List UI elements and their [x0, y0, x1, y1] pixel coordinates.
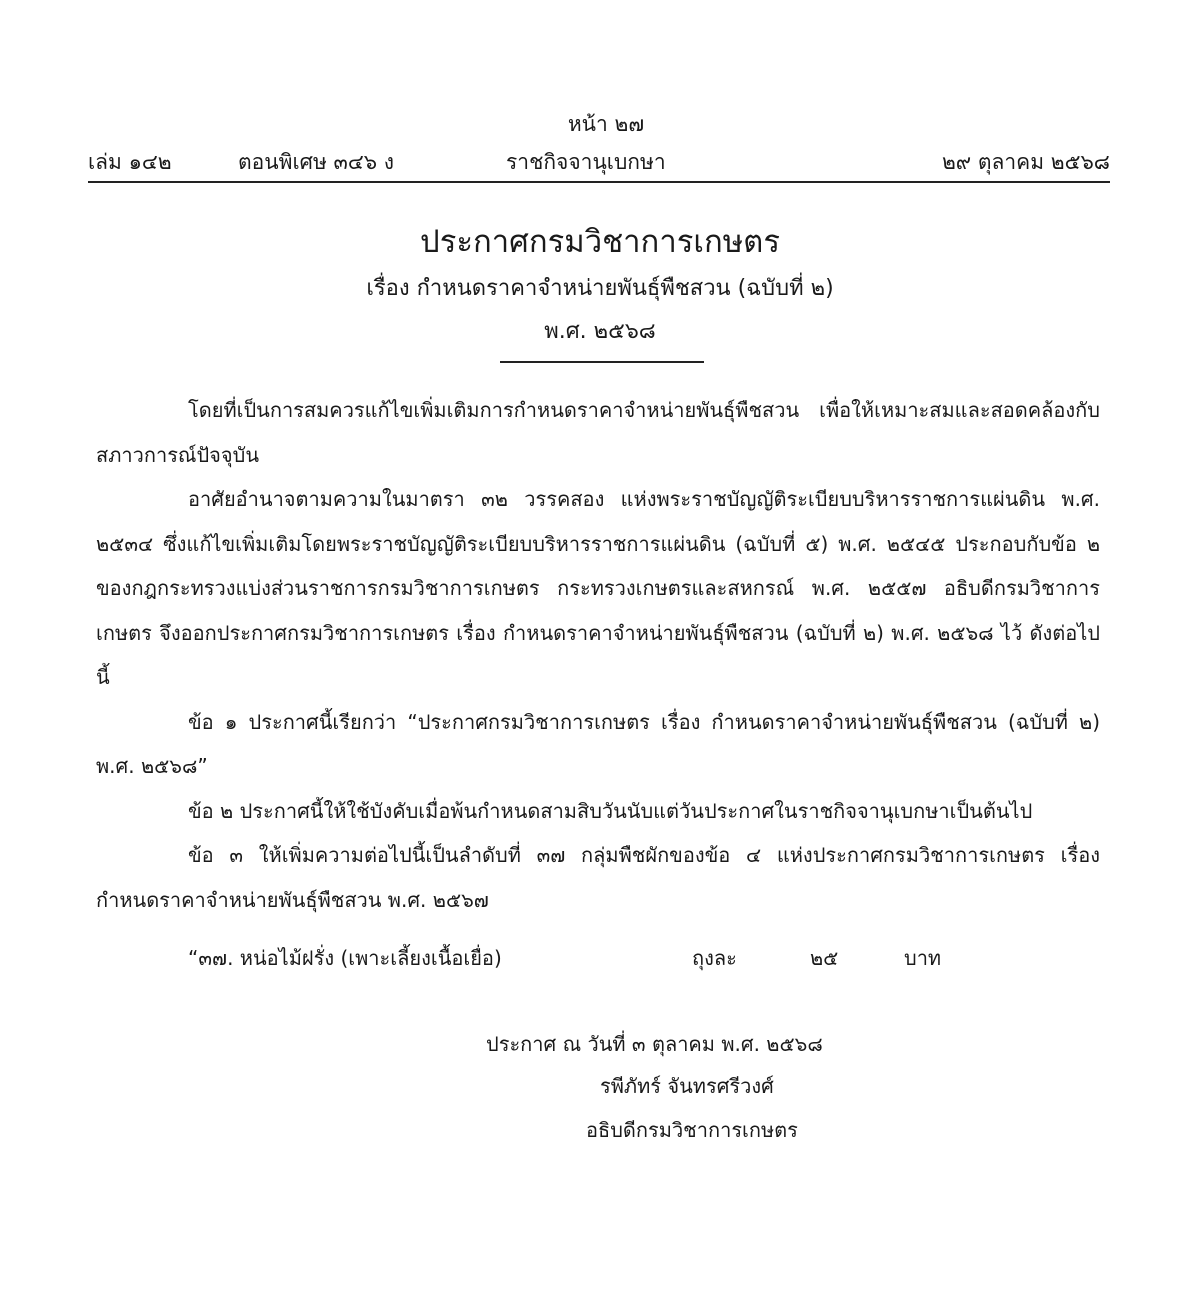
- item-unit: ถุงละ: [692, 946, 737, 970]
- page-number: หน้า ๒๗: [567, 112, 645, 136]
- announcement-body: [96, 388, 1100, 922]
- signatory-name: รพีภัทร์ จันทรศรีวงศ์: [600, 1074, 774, 1098]
- preamble-paragraph: โดยที่เป็นการสมควรแก้ไขเพิ่มเติมการกำหนดราคาจำหน่ายพันธุ์พืชสวน เพื่อให้เหมาะสมและสอดคล้องกับสภาวการณ์ปัจจุบัน: [96, 398, 1100, 467]
- announcement-year: พ.ศ. ๒๕๖๘: [544, 319, 656, 344]
- item-currency: บาท: [904, 946, 942, 970]
- announcement-subject: เรื่อง กำหนดราคาจำหน่ายพันธุ์พืชสวน (ฉบับที่ ๒): [366, 276, 834, 301]
- header-divider: [88, 181, 1110, 183]
- gazette-header: [88, 146, 1110, 178]
- announcement-title: ประกาศกรมวิชาการเกษตร: [420, 224, 780, 260]
- item-price: ๒๕: [810, 946, 839, 970]
- clause-3: ข้อ ๓ ให้เพิ่มความต่อไปนี้เป็นลำดับที่ ๓๗ กลุ่มพืชผักของข้อ ๔ แห่งประกาศกรมวิชาการเกษตร เรื่อง กำหนดราคาจำหน่ายพันธุ์พืชสวน พ.ศ. ๒๕๖๗: [96, 843, 1100, 912]
- gazette-name: ราชกิจจานุเบกษา: [506, 150, 666, 174]
- clause-2: ข้อ ๒ ประกาศนี้ให้ใช้บังคับเมื่อพ้นกำหนดสามสิบวันนับแต่วันประกาศในราชกิจจานุเบกษาเป็นต้นไป: [188, 798, 1033, 823]
- authority-paragraph: อาศัยอำนาจตามความในมาตรา ๓๒ วรรคสอง แห่งพระราชบัญญัติระเบียบบริหารราชการแผ่นดิน พ.ศ. ๒๕๓๔ ซึ่งแก้ไขเพิ่มเติมโดยพระราชบัญญัติระเบียบบริหารราชการแผ่นดิน (ฉบับที่ ๕) พ.ศ. ๒๕๔๕ ประกอบกับข้อ ๒ ของกฎกระทรวงแบ่งส่วนราชการกรมวิชาการเกษตร กระทรวงเกษตรและสหกรณ์ พ.ศ. ๒๕๕๗ อธิบดีกรมวิชาการเกษตร จึงออกประกาศกรมวิชาการเกษตร เรื่อง กำหนดราคาจำหน่ายพันธุ์พืชสวน (ฉบับที่ ๒) พ.ศ. ๒๕๖๘ ไว้ ดังต่อไปนี้: [96, 487, 1100, 689]
- signing-date: ประกาศ ณ วันที่ ๓ ตุลาคม พ.ศ. ๒๕๖๘: [486, 1032, 823, 1056]
- item-name: “๓๗. หน่อไม้ฝรั่ง (เพาะเลี้ยงเนื้อเยื่อ): [188, 946, 502, 970]
- price-item-line: [188, 942, 988, 976]
- gazette-date: ๒๙ ตุลาคม ๒๕๖๘: [941, 150, 1110, 174]
- title-divider: [500, 361, 704, 363]
- signatory-position: อธิบดีกรมวิชาการเกษตร: [586, 1118, 798, 1142]
- volume-number: เล่ม ๑๔๒: [88, 150, 172, 174]
- clause-1: ข้อ ๑ ประกาศนี้เรียกว่า “ประกาศกรมวิชาการเกษตร เรื่อง กำหนดราคาจำหน่ายพันธุ์พืชสวน (ฉบับที่ ๒) พ.ศ. ๒๕๖๘”: [96, 709, 1100, 778]
- section-number: ตอนพิเศษ ๓๔๖ ง: [238, 150, 394, 174]
